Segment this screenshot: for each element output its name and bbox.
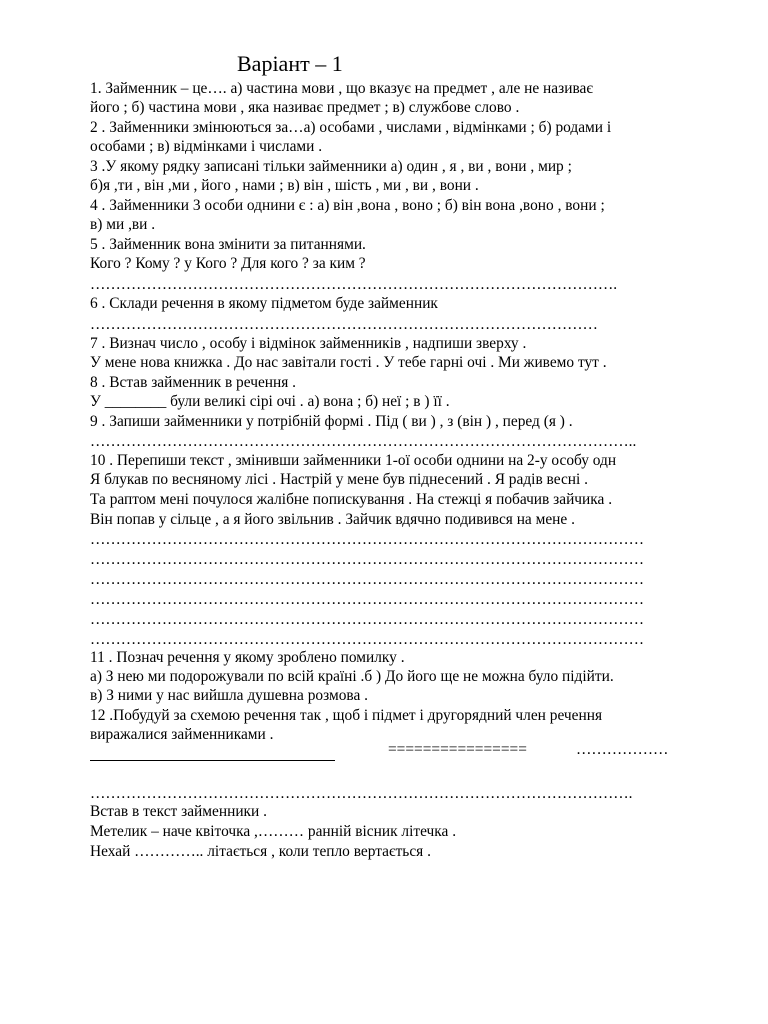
- scheme-subject-underline: [90, 760, 335, 761]
- question-10-line-1: 10 . Перепиши текст , змінивши займенники 1-ої особи однини на 2-у особу одн: [90, 452, 617, 469]
- question-10-text-3: Він попав у сільце , а я його звільнив . Зайчик вдячно подивився на мене .: [90, 511, 575, 528]
- question-11-line-3: в) З ними у нас вийшла душевна розмова .: [90, 687, 369, 704]
- question-5-line-2: Кого ? Кому ? у Кого ? Для кого ? за ким ?: [90, 255, 366, 272]
- question-2-line-1: 2 . Займенники змінюються за…а) особами , числами , відмінками ; б) родами і: [90, 119, 612, 136]
- task-insert-pronouns: Встав в текст займенники .: [90, 803, 267, 820]
- question-11-line-2: а) З нею ми подорожували по всій країні .б ) До його ще не можна було підійти.: [90, 668, 614, 685]
- page-title: Варіант – 1: [237, 51, 343, 76]
- question-12-line-1: 12 .Побудуй за схемою речення так , щоб і підмет і другорядний член речення: [90, 707, 603, 724]
- question-8-line-2: У ________ були великі сірі очі . а) вона ; б) неї ; в ) її .: [90, 393, 450, 410]
- question-3-line-2: б)я ,ти , він ,ми , його , нами ; в) він , шість , ми , ви , вони .: [90, 177, 479, 194]
- question-4-line-2: в) ми ,ви .: [90, 216, 156, 233]
- answer-line: ………………………………………………………………………………………………: [90, 571, 645, 588]
- answer-line: …………………………………………………………………………………………….: [90, 785, 633, 802]
- question-2-line-2: особами ; в) відмінками і числами .: [90, 138, 323, 155]
- answer-line: ……………………………………………………………………………………………..: [90, 433, 637, 450]
- question-6: 6 . Склади речення в якому підметом буде займенник: [90, 295, 438, 312]
- answer-line: ………………………………………………………………………………………………: [90, 631, 645, 648]
- question-4-line-1: 4 . Займенники 3 особи однини є : а) він ,вона , воно ; б) він вона ,воно , вони ;: [90, 197, 605, 214]
- question-9: 9 . Запиши займенники у потрібній формі . Під ( ви ) , з (він ) , перед (я ) .: [90, 413, 573, 430]
- question-1-line-1: 1. Займенник – це…. а) частина мови , що вказує на предмет , але не називає: [90, 80, 593, 97]
- question-8-line-1: 8 . Встав займенник в речення .: [90, 374, 297, 391]
- answer-line: ………………………………………………………………………………………….: [90, 276, 618, 293]
- poem-line-1: Метелик – наче квіточка ,……… ранній вісник літечка .: [90, 823, 457, 840]
- answer-line: ………………………………………………………………………………………………: [90, 531, 645, 548]
- answer-line: ………………………………………………………………………………………: [90, 316, 598, 333]
- question-1-line-2: його ; б) частина мови , яка називає предмет ; в) службове слово .: [90, 99, 520, 116]
- scheme-secondary-dotted-line: ………………: [576, 741, 669, 758]
- question-7-line-1: 7 . Визнач число , особу і відмінок займенників , надпиши зверху .: [90, 335, 527, 352]
- question-10-text-2: Та раптом мені почулося жалібне попискування . На стежці я побачив зайчика .: [90, 491, 613, 508]
- question-12-line-2: виражалися займенниками .: [90, 726, 274, 743]
- answer-line: ………………………………………………………………………………………………: [90, 591, 645, 608]
- question-5-line-1: 5 . Займенник вона змінити за питаннями.: [90, 236, 366, 253]
- question-7-line-2: У мене нова книжка . До нас завітали гості . У тебе гарні очі . Ми живемо тут .: [90, 354, 607, 371]
- poem-line-2: Нехай ………….. літається , коли тепло вертається .: [90, 843, 431, 860]
- answer-line: ………………………………………………………………………………………………: [90, 611, 645, 628]
- question-3-line-1: 3 .У якому рядку записані тільки займенники а) один , я , ви , вони , мир ;: [90, 158, 572, 175]
- scheme-predicate-double-line: ================: [388, 741, 527, 758]
- question-11-line-1: 11 . Познач речення у якому зроблено помилку .: [90, 649, 405, 666]
- answer-line: ………………………………………………………………………………………………: [90, 551, 645, 568]
- question-10-text-1: Я блукав по весняному лісі . Настрій у мене був піднесений . Я радів весні .: [90, 471, 588, 488]
